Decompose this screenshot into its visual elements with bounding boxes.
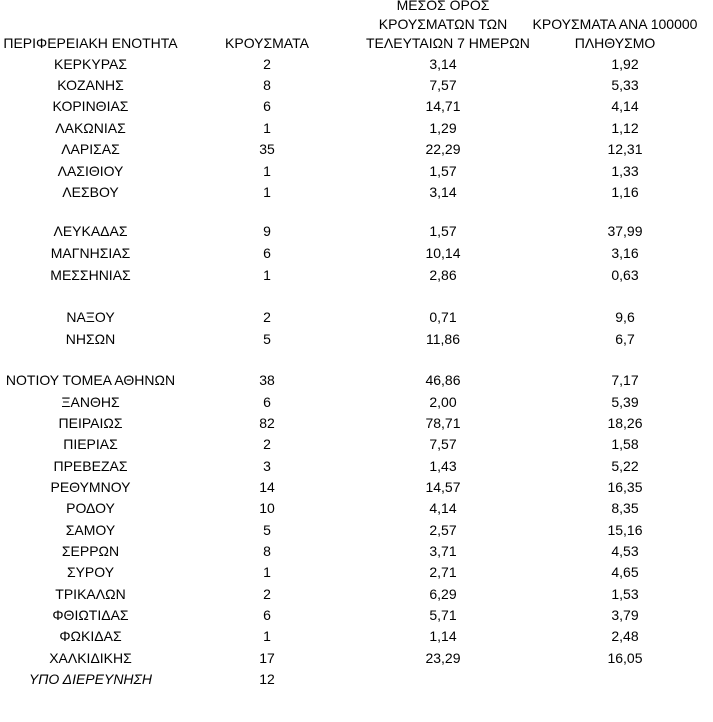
avg7-cell: 2,86 (429, 267, 457, 283)
table-row (0, 562, 713, 583)
table-row (0, 307, 713, 328)
per100k-cell: 5,33 (611, 77, 639, 93)
cases-cell: 2 (263, 309, 271, 325)
region-cell: ΚΕΡΚΥΡΑΣ (54, 56, 127, 72)
per100k-cell: 18,26 (607, 415, 643, 431)
region-cell: ΠΕΙΡΑΙΩΣ (58, 415, 123, 431)
region-cell: ΚΟΖΑΝΗΣ (57, 77, 124, 93)
header-cases (205, 34, 329, 53)
table-row (0, 118, 713, 139)
avg7-cell: 11,86 (426, 331, 460, 347)
header-region (0, 34, 181, 53)
avg7-cell: 4,14 (429, 500, 457, 516)
table-row (0, 584, 713, 605)
avg7-cell: 3,71 (429, 543, 457, 559)
table-row (0, 626, 713, 647)
avg7-cell: 14,57 (425, 479, 461, 495)
cases-cell: 5 (263, 522, 271, 538)
avg7-cell: 3,14 (429, 56, 457, 72)
region-cell: ΚΟΡΙΝΘΙΑΣ (52, 98, 129, 114)
per100k-cell: 0,63 (611, 267, 639, 283)
cases-cell: 12 (259, 671, 275, 687)
avg7-cell: 2,57 (429, 522, 457, 538)
table-row (0, 182, 713, 203)
avg7-cell: 14,71 (425, 98, 461, 114)
avg7-cell: 1,14 (429, 628, 457, 644)
table-row (0, 520, 713, 541)
cases-cell: 2 (263, 56, 271, 72)
per100k-cell: 7,17 (611, 372, 639, 388)
cases-cell: 1 (263, 120, 271, 136)
per100k-cell: 4,53 (611, 543, 639, 559)
per100k-cell: 9,6 (615, 309, 635, 325)
cases-cell: 6 (263, 607, 271, 623)
avg7-cell: 7,57 (429, 77, 457, 93)
region-cell: ΜΑΓΝΗΣΙΑΣ (50, 245, 131, 261)
per100k-cell: 4,14 (611, 98, 639, 114)
region-cell: ΡΕΘΥΜΝΟΥ (50, 479, 131, 495)
region-cell: ΠΡΕΒΕΖΑΣ (53, 458, 128, 474)
header-per100k (520, 15, 710, 53)
cases-cell: 9 (263, 223, 271, 239)
avg7-cell: 22,29 (425, 141, 461, 157)
region-cell: ΦΩΚΙΔΑΣ (59, 628, 122, 644)
per100k-cell: 3,16 (611, 245, 639, 261)
per100k-cell: 5,39 (611, 394, 639, 410)
per100k-cell: 1,58 (611, 436, 639, 452)
region-cell: ΠΙΕΡΙΑΣ (63, 436, 118, 452)
table-row (0, 221, 713, 242)
region-cell: ΣΑΜΟΥ (65, 522, 116, 538)
table-row (0, 605, 713, 626)
avg7-cell: 10,14 (425, 245, 461, 261)
avg7-cell: 7,57 (429, 436, 457, 452)
region-cell: ΣΕΡΡΩΝ (61, 543, 120, 559)
table-row (0, 54, 713, 75)
cases-cell: 6 (263, 98, 271, 114)
table-row (0, 75, 713, 96)
region-cell: ΛΑΚΩΝΙΑΣ (55, 120, 126, 136)
per100k-cell: 1,12 (611, 120, 639, 136)
table-row (0, 456, 713, 477)
per100k-cell: 8,35 (611, 500, 639, 516)
region-cell: ΝΟΤΙΟΥ ΤΟΜΕΑ ΑΘΗΝΩΝ (5, 372, 176, 388)
per100k-cell: 15,16 (607, 522, 643, 538)
region-cell: ΣΥΡΟΥ (66, 564, 115, 580)
region-cell: ΛΑΡΙΣΑΣ (61, 141, 120, 157)
cases-cell: 1 (263, 163, 271, 179)
per100k-cell: 16,05 (607, 650, 643, 666)
avg7-cell: 46,86 (425, 372, 461, 388)
header-avg7 (366, 0, 530, 53)
table-row (0, 96, 713, 117)
per100k-cell: 2,48 (611, 628, 639, 644)
table-row (0, 498, 713, 519)
table-row (0, 243, 713, 264)
table-row (0, 477, 713, 498)
per100k-cell: 1,33 (611, 163, 639, 179)
header-line: ΤΕΛΕΥΤΑΙΩΝ 7 ΗΜΕΡΩΝ (366, 35, 530, 51)
avg7-cell: 1,29 (429, 120, 457, 136)
per100k-cell: 1,53 (611, 586, 639, 602)
cases-cell: 1 (263, 628, 271, 644)
per100k-cell: 6,7 (615, 331, 635, 347)
region-cell: ΦΘΙΩΤΙΔΑΣ (52, 607, 129, 623)
per100k-cell: 1,16 (611, 184, 639, 200)
cases-cell: 2 (263, 586, 271, 602)
cases-cell: 14 (259, 479, 275, 495)
cases-cell: 17 (259, 650, 275, 666)
table-row (0, 434, 713, 455)
avg7-cell: 1,57 (429, 223, 457, 239)
cases-cell: 3 (263, 458, 271, 474)
per100k-cell: 3,79 (611, 607, 639, 623)
region-cell: ΡΟΔΟΥ (66, 500, 115, 516)
per100k-cell: 5,22 (611, 458, 639, 474)
region-cell: ΛΑΣΙΘΙΟΥ (57, 163, 124, 179)
region-cell: ΝΑΞΟΥ (66, 309, 115, 325)
table-row (0, 648, 713, 669)
table-row (0, 392, 713, 413)
avg7-cell: 23,29 (425, 650, 461, 666)
avg7-cell: 5,71 (429, 607, 457, 623)
cases-cell: 1 (263, 184, 271, 200)
cases-cell: 1 (263, 267, 271, 283)
region-cell: ΤΡΙΚΑΛΩΝ (55, 586, 126, 602)
avg7-cell: 1,57 (429, 163, 457, 179)
per100k-cell: 37,99 (607, 223, 643, 239)
per100k-cell: 1,92 (611, 56, 639, 72)
header-line: ΚΡΟΥΣΜΑΤΩΝ ΤΩΝ (378, 16, 508, 32)
header-line: ΚΡΟΥΣΜΑΤΑ ΑΝΑ 100000 (532, 16, 698, 32)
header-line: ΠΛΗΘΥΣΜΟ (574, 35, 656, 51)
header-line: ΚΡΟΥΣΜΑΤΑ (225, 35, 309, 51)
table-row (0, 669, 713, 690)
avg7-cell: 1,43 (429, 458, 457, 474)
cases-cell: 10 (259, 500, 275, 516)
table-row (0, 139, 713, 160)
cases-cell: 6 (263, 394, 271, 410)
cases-cell: 8 (263, 543, 271, 559)
table-row (0, 413, 713, 434)
region-cell: ΧΑΛΚΙΔΙΚΗΣ (49, 650, 132, 666)
region-cell: ΝΗΣΩΝ (65, 331, 116, 347)
table-row (0, 541, 713, 562)
avg7-cell: 2,71 (429, 564, 457, 580)
region-cell: ΛΕΣΒΟΥ (62, 184, 119, 200)
per100k-cell: 16,35 (607, 479, 643, 495)
table-row (0, 265, 713, 286)
header-line: ΠΕΡΙΦΕΡΕΙΑΚΗ ΕΝΟΤΗΤΑ (3, 35, 178, 51)
region-cell: ΞΑΝΘΗΣ (61, 394, 120, 410)
cases-cell: 6 (263, 245, 271, 261)
cases-cell: 5 (263, 331, 271, 347)
cases-cell: 38 (259, 372, 275, 388)
avg7-cell: 78,71 (425, 415, 461, 431)
avg7-cell: 6,29 (429, 586, 457, 602)
per100k-cell: 4,65 (611, 564, 639, 580)
region-cell: ΛΕΥΚΑΔΑΣ (53, 223, 128, 239)
region-cell: ΜΕΣΣΗΝΙΑΣ (50, 267, 131, 283)
cases-cell: 82 (259, 415, 275, 431)
region-cell: ΥΠΟ ΔΙΕΡΕΥΝΗΣΗ (28, 671, 153, 687)
avg7-cell: 2,00 (429, 394, 457, 410)
cases-cell: 35 (259, 141, 275, 157)
cases-cell: 2 (263, 436, 271, 452)
per100k-cell: 12,31 (607, 141, 643, 157)
table-row (0, 370, 713, 391)
table-row (0, 329, 713, 350)
table-row (0, 161, 713, 182)
cases-cell: 8 (263, 77, 271, 93)
avg7-cell: 3,14 (429, 184, 457, 200)
cases-cell: 1 (263, 564, 271, 580)
avg7-cell: 0,71 (429, 309, 457, 325)
header-line: ΜΕΣΟΣ ΟΡΟΣ (396, 0, 490, 13)
